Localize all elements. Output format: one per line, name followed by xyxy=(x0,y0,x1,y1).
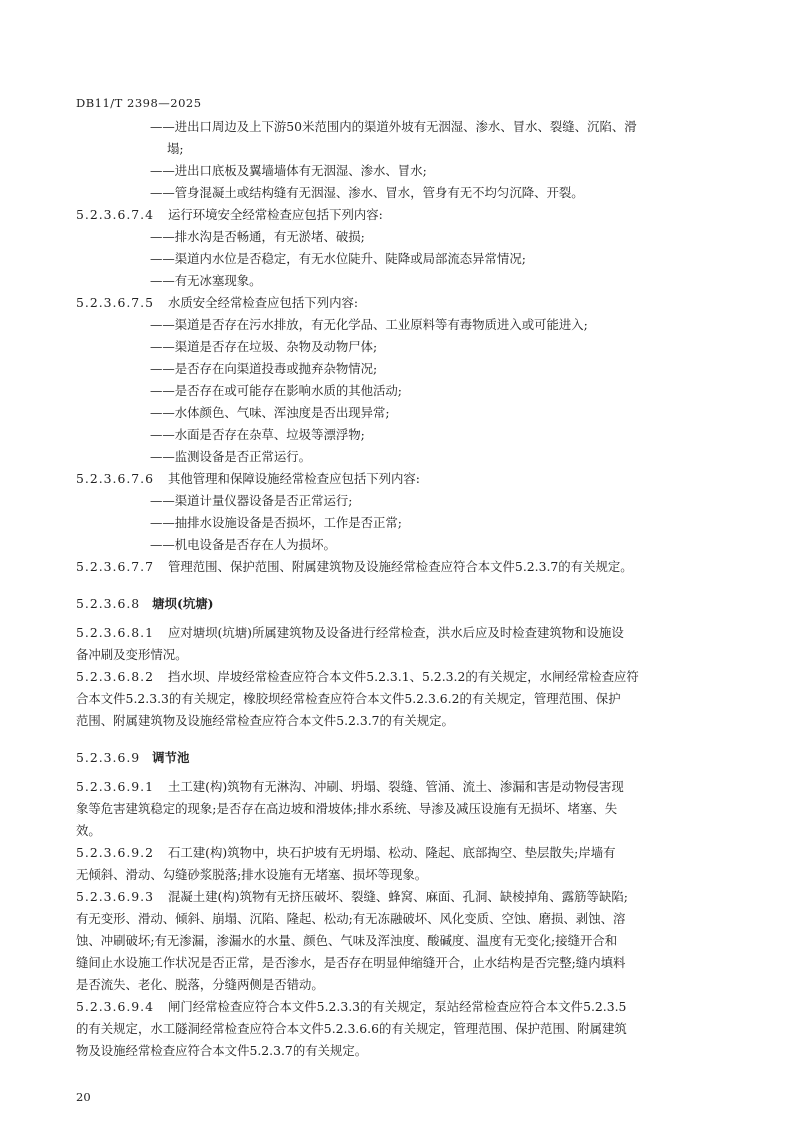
line-text: 挡水坝、岸坡经常检查应符合本文件5.2.3.1、5.2.3.2的有关规定，水闸经常检查应符 xyxy=(168,669,639,684)
clause-paragraph xyxy=(76,209,383,221)
line-text: ——管身混凝土或结构缝有无洇湿、渗水、冒水，管身有无不均匀沉降、开裂。 xyxy=(150,185,584,200)
line-text: 水质安全经常检查应包括下列内容: xyxy=(168,295,359,310)
paragraph-line xyxy=(76,869,717,881)
line-text: 物及设施经常检查应符合本文件5.2.3.7的有关规定。 xyxy=(76,1043,368,1058)
heading-text: 塘坝(坑塘) xyxy=(152,596,214,611)
line-text: 有无变形、滑动、倾斜、崩塌、沉陷、隆起、松动;有无冻融破坏、风化变质、空蚀、磨损、剥蚀、溶 xyxy=(76,911,626,926)
list-item xyxy=(150,495,352,507)
list-item xyxy=(150,385,402,397)
line-text: 无倾斜、滑动、勾缝砂浆脱落;排水设施有无堵塞、损坏等现象。 xyxy=(76,867,428,882)
line-text: 效。 xyxy=(76,823,101,838)
list-item xyxy=(150,429,365,441)
line-text: ——有无冰塞现象。 xyxy=(150,273,262,288)
list-item xyxy=(150,231,365,243)
clause-paragraph xyxy=(76,847,616,859)
line-text: ——是否存在或可能存在影响水质的其他活动; xyxy=(150,383,402,398)
line-text: 土工建(构)筑物有无淋沟、冲刷、坍塌、裂缝、管涌、流土、渗漏和害是动物侵害现 xyxy=(168,779,624,794)
clause-paragraph xyxy=(76,297,358,309)
heading-text: 调节池 xyxy=(152,750,190,765)
clause-number: 5.2.3.6.9 xyxy=(76,750,141,765)
line-text: ——渠道内水位是否稳定，有无水位陡升、陡降或局部流态异常情况; xyxy=(150,251,526,266)
line-text: 合本文件5.2.3.3的有关规定，橡胶坝经常检查应符合本文件5.2.3.6.2的有关规定，管理范围、保护 xyxy=(76,691,621,706)
page-number: 20 xyxy=(76,1090,91,1104)
clause-number: 5.2.3.6.8.2 xyxy=(76,669,154,684)
clause-number: 5.2.3.6.8.1 xyxy=(76,625,154,640)
line-text: ——进出口周边及上下游50米范围内的渠道外坡有无洇湿、渗水、冒水、裂缝、沉陷、滑 xyxy=(150,119,637,134)
clause-paragraph xyxy=(76,891,628,903)
paragraph-line xyxy=(76,979,717,991)
line-text: ——是否存在向渠道投毒或抛弃杂物情况; xyxy=(150,361,378,376)
line-text: ——渠道是否存在垃圾、杂物及动物尸体; xyxy=(150,339,378,354)
line-text: 备冲刷及变形情况。 xyxy=(76,647,188,662)
list-item xyxy=(150,121,637,133)
paragraph-line xyxy=(76,803,717,815)
line-text: ——水面是否存在杂草、垃圾等漂浮物; xyxy=(150,427,365,442)
clause-paragraph xyxy=(76,1001,626,1013)
line-text: 的有关规定，水工隧洞经常检查应符合本文件5.2.3.6.6的有关规定，管理范围、保护范围、附属建筑 xyxy=(76,1021,627,1036)
list-item xyxy=(150,363,377,375)
list-item xyxy=(150,187,584,199)
clause-paragraph xyxy=(76,671,639,683)
section-heading xyxy=(76,594,213,612)
section-heading xyxy=(76,748,189,766)
clause-number: 5.2.3.6.7.5 xyxy=(76,295,154,310)
line-text: 管理范围、保护范围、附属建筑物及设施经常检查应符合本文件5.2.3.7的有关规定。 xyxy=(168,559,633,574)
line-text: ——水体颜色、气味、浑浊度是否出现异常; xyxy=(150,405,390,420)
clause-number: 5.2.3.6.7.4 xyxy=(76,207,154,222)
line-text: 缝间止水设施工作状况是否正常，是否渗水，是否存在明显伸缩缝开合，止水结构是否完整;缝内填料 xyxy=(76,955,626,970)
line-text: ——监测设备是否正常运行。 xyxy=(150,449,312,464)
line-text: 塌; xyxy=(167,141,184,156)
line-text: 其他管理和保障设施经常检查应包括下列内容: xyxy=(168,471,420,486)
list-item xyxy=(150,253,526,265)
line-text: 运行环境安全经常检查应包括下列内容: xyxy=(168,207,383,222)
line-text: ——渠道计量仪器设备是否正常运行; xyxy=(150,493,353,508)
list-item xyxy=(150,451,311,463)
line-text: 蚀、冲刷破坏;有无渗漏，渗漏水的水量、颜色、气味及浑浊度、酸碱度、温度有无变化;接缝开合和 xyxy=(76,933,618,948)
line-text: 混凝土建(构)筑物有无挤压破坏、裂缝、蜂窝、麻面、孔洞、缺棱掉角、露筋等缺陷; xyxy=(168,889,628,904)
line-text: 范围、附属建筑物及设施经常检查应符合本文件5.2.3.7的有关规定。 xyxy=(76,713,454,728)
list-item xyxy=(150,517,402,529)
clause-number: 5.2.3.6.7.7 xyxy=(76,559,154,574)
clause-number: 5.2.3.6.9.4 xyxy=(76,999,154,1014)
paragraph-line xyxy=(76,957,717,969)
list-item xyxy=(150,165,427,177)
paragraph-line xyxy=(76,1045,717,1057)
clause-paragraph xyxy=(76,627,624,639)
line-text: ——机电设备是否存在人为损坏。 xyxy=(150,537,336,552)
list-item xyxy=(150,407,390,419)
clause-number: 5.2.3.6.9.1 xyxy=(76,779,154,794)
clause-number: 5.2.3.6.8 xyxy=(76,596,141,611)
clause-paragraph xyxy=(76,473,420,485)
line-text: 是否流失、老化、脱落，分缝两侧是否错动。 xyxy=(76,977,324,992)
list-item xyxy=(150,341,377,353)
clause-paragraph xyxy=(76,561,633,573)
line-text: ——排水沟是否畅通，有无淤堵、破损; xyxy=(150,229,365,244)
paragraph-line xyxy=(76,649,717,661)
paragraph-line xyxy=(76,1023,717,1035)
line-text: 闸门经常检查应符合本文件5.2.3.3的有关规定，泵站经常检查应符合本文件5.2.3.5 xyxy=(168,999,627,1014)
line-text: 象等危害建筑稳定的现象;是否存在高边坡和滑坡体;排水系统、导渗及减压设施有无损坏、堵塞、失 xyxy=(76,801,618,816)
list-item xyxy=(150,319,588,331)
paragraph-line xyxy=(76,935,717,947)
clause-number: 5.2.3.6.7.6 xyxy=(76,471,154,486)
line-text: ——抽排水设施设备是否损坏，工作是否正常; xyxy=(150,515,402,530)
line-text: 石工建(构)筑物中，块石护坡有无坍塌、松动、隆起、底部掏空、垫层散失;岸墙有 xyxy=(168,845,616,860)
clause-paragraph xyxy=(76,781,624,793)
paragraph-line xyxy=(76,715,717,727)
list-item xyxy=(150,275,262,287)
line-text: ——渠道是否存在污水排放，有无化学品、工业原料等有毒物质进入或可能进入; xyxy=(150,317,588,332)
line-text: 应对塘坝(坑塘)所属建筑物及设备进行经常检查，洪水后应及时检查建筑物和设施设 xyxy=(168,625,624,640)
clause-number: 5.2.3.6.9.2 xyxy=(76,845,154,860)
line-text: ——进出口底板及翼墙墙体有无洇湿、渗水、冒水; xyxy=(150,163,427,178)
list-item xyxy=(150,539,336,551)
doc-header: DB11/T 2398—2025 xyxy=(76,96,202,110)
paragraph-line xyxy=(76,913,717,925)
paragraph-line xyxy=(76,825,717,837)
paragraph-line xyxy=(76,693,717,705)
paragraph-line xyxy=(167,143,184,155)
clause-number: 5.2.3.6.9.3 xyxy=(76,889,154,904)
